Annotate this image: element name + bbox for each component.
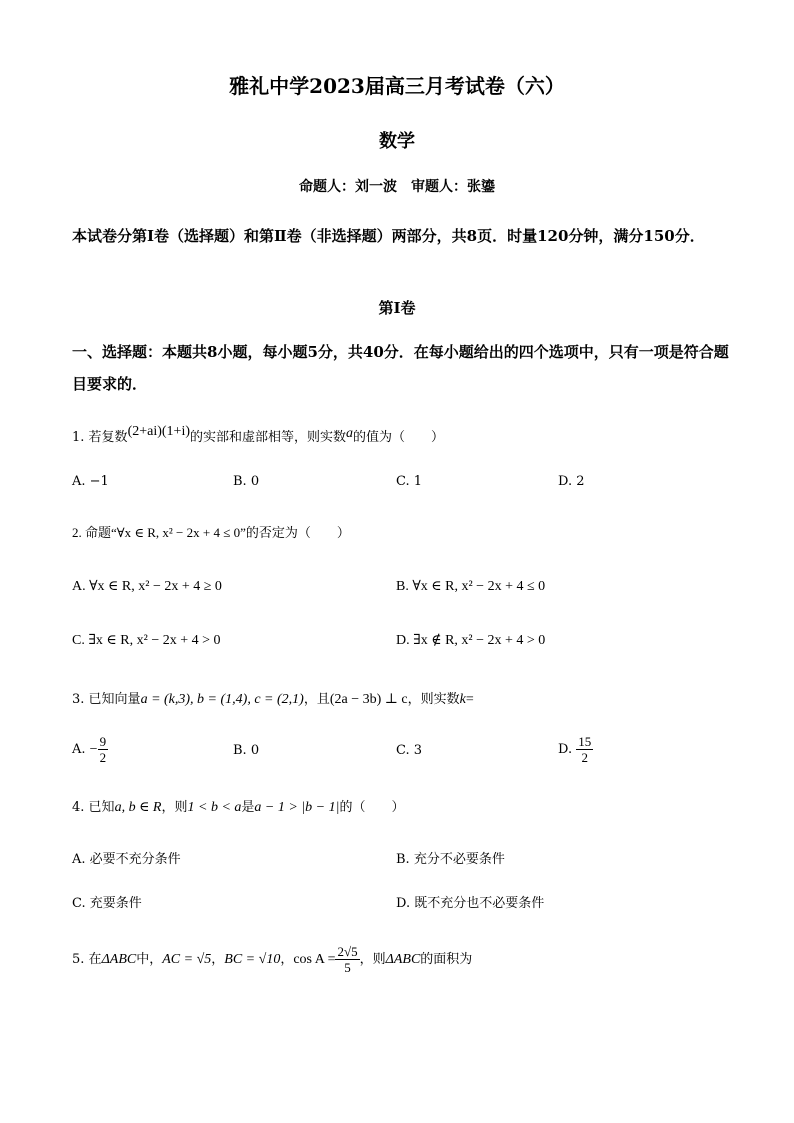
section-heading: 一、选择题：本题共8小题，每小题5分，共40分．在每小题给出的四个选项中，只有一项是符合题目要求的．: [72, 343, 729, 393]
question-number: 4.: [72, 800, 85, 815]
option-d: D. 既不充分也不必要条件: [396, 896, 545, 911]
option-d: D. 2: [558, 474, 585, 489]
question-1: [72, 426, 444, 446]
question-text: 中，: [136, 952, 163, 967]
question-text: ，则实数: [407, 692, 460, 707]
question-text: 是: [241, 800, 255, 815]
question-text: ，则: [359, 952, 386, 967]
math-expression: cos A =: [293, 952, 336, 967]
math-variable: a: [346, 426, 354, 441]
question-text: ，: [280, 952, 294, 967]
math-expression: (2+ai)(1+i): [127, 424, 190, 439]
option-d: D. ∃x ∉ R, x² − 2x + 4 > 0: [396, 633, 546, 648]
question-text: 在: [88, 952, 102, 967]
math-expression: (2a − 3b) ⊥ c: [329, 692, 408, 707]
option-c: C. 充要条件: [72, 896, 142, 911]
exam-title: 雅礼中学2023届高三月考试卷（六）: [229, 74, 565, 98]
math-symbol: =: [465, 692, 474, 707]
option-c: C. 3: [396, 743, 423, 758]
option-b: B. 0: [233, 474, 260, 489]
question-2: 2. 命题“∀x ∈ R, x² − 2x + 4 ≤ 0”的否定为（ ）: [72, 525, 350, 540]
option-a: A. − $\frac{9}{2}$: [72, 734, 107, 765]
math-expression: AC = √5: [162, 952, 212, 967]
question-number: 3.: [72, 692, 85, 707]
option-c: C. ∃x ∈ R, x² − 2x + 4 > 0: [72, 633, 221, 648]
question-4: [72, 796, 404, 816]
math-variable: k: [459, 692, 466, 707]
question-text: ，则: [161, 800, 188, 815]
question-text: 若复数: [88, 430, 128, 445]
math-expression: a = (k,3), b = (1,4), c = (2,1): [140, 692, 304, 707]
question-number: 1.: [72, 430, 85, 445]
option-a: A. −1: [72, 474, 109, 489]
math-expression: BC = √10: [224, 952, 281, 967]
question-number: 5.: [72, 952, 85, 967]
question-text: 已知向量: [88, 692, 141, 707]
question-text: 的实部和虚部相等，则实数: [190, 430, 347, 445]
question-text: 已知: [88, 800, 115, 815]
question-text: ，: [211, 952, 225, 967]
part-title: 第Ⅰ卷: [378, 299, 416, 317]
question-3: [72, 688, 474, 708]
subject-title: 数学: [379, 131, 415, 152]
question-text: 的值为（ ）: [353, 430, 445, 445]
math-expression: a − 1 > |b − 1|: [254, 800, 340, 815]
fraction: $\frac{15}{2}$: [578, 734, 592, 765]
exam-instructions: 本试卷分第Ⅰ卷（选择题）和第Ⅱ卷（非选择题）两部分，共8页．时量120分钟，满分150分．: [72, 227, 705, 245]
authors-line: 命题人：刘一波 审题人：张鎏: [299, 179, 495, 195]
fraction: $\frac{2√5}{5}$: [337, 944, 358, 975]
question-text: ，且: [303, 692, 330, 707]
math-expression: a, b ∈ R: [114, 800, 162, 815]
math-expression: 1 < b < a: [187, 800, 242, 815]
question-text: 的面积为: [420, 952, 473, 967]
option-d: D. $\frac{15}{2}$: [558, 734, 592, 765]
math-expression: ΔABC: [101, 952, 137, 967]
option-c: C. 1: [396, 474, 423, 489]
option-b: B. 充分不必要条件: [396, 852, 505, 867]
math-expression: ΔABC: [385, 952, 421, 967]
option-a: A. 必要不充分条件: [72, 852, 181, 867]
question-text: 的（ ）: [339, 800, 405, 815]
option-b: B. 0: [233, 743, 260, 758]
question-5: [72, 944, 472, 975]
fraction: $\frac{9}{2}$: [99, 734, 107, 765]
option-a: A. ∀x ∈ R, x² − 2x + 4 ≥ 0: [72, 579, 222, 594]
option-b: B. ∀x ∈ R, x² − 2x + 4 ≤ 0: [396, 579, 546, 594]
